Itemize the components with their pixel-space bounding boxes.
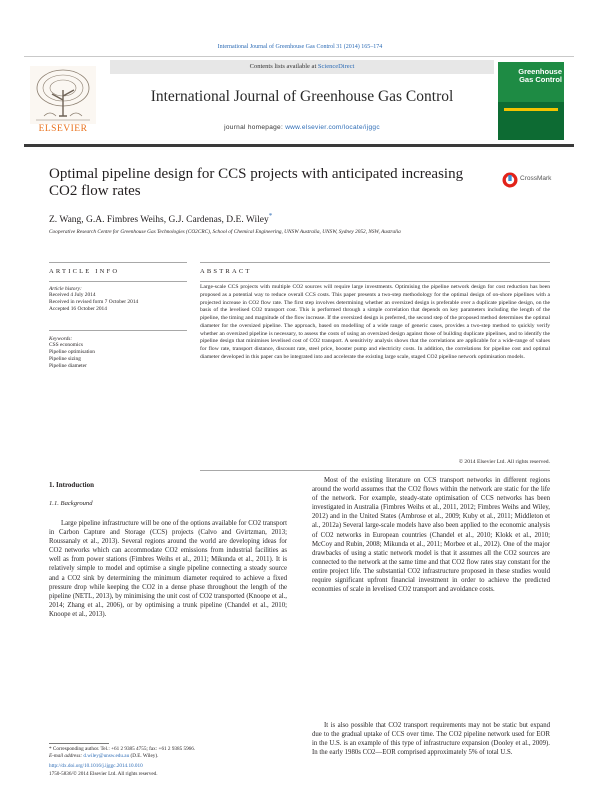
sciencedirect-link[interactable]: ScienceDirect	[317, 63, 355, 70]
abstract-heading-rule	[200, 281, 550, 282]
elsevier-tree-logo-icon	[30, 66, 96, 124]
keywords-list	[49, 336, 187, 370]
article-title: Optimal pipeline design for CCS projects with anticipated increasing CO2 flow rates	[49, 166, 464, 199]
contents-available-bar	[110, 60, 494, 74]
abstract-heading: ABSTRACT	[200, 268, 252, 275]
body-paragraph-right-2: It is also possible that CO2 transport requirements may not be static but expand due to the gradual uptake of CCS over time. The CO2 pipeline network used for EOR in the U.S. is an example of this type of infrastructure expansion (Dooley et al., 2009). In the early 1980s CO2—EOR comprised approximately 5% of total U.S.	[312, 722, 550, 757]
article-history-label: Article history:	[49, 286, 82, 292]
keyword-item: Pipeline diameter	[49, 363, 87, 369]
journal-homepage-line	[110, 124, 494, 131]
header-top-rule	[24, 56, 574, 57]
doi-link[interactable]: http://dx.doi.org/10.1016/j.ijggc.2014.10.010	[49, 763, 143, 769]
author-list	[49, 212, 549, 225]
body-paragraph-left: Large pipeline infrastructure will be one of the options available for CO2 transport in Carbon Capture and Storage (CCS) projects (Calvo and Gvirtzman, 2013; Roussanaly et al., 2013). Several regions around the world are developing ideas for CO2 networks which can accommodate CO2 emissions from industrial facilities as well as from power stations (Fimbres Weihs et al., 2011; Mikunda et al., 2011). It is relatively simple to model and optimise a single pipeline connecting a steady source and a CO2 sink by determining the minimum diameter required to achieve a fixed pressure drop while keeping the CO2 in a dense phase throughout the length of the pipeline (NETL, 2013), by minimising the unit cost of CO2 transported (Knoope et al., 2014; Zhang et al., 2006), or by optimising a trunk pipeline (Chandel et al., 2010; Knoope et al., 2013).	[49, 520, 287, 618]
crossmark-label: CrossMark	[520, 175, 552, 182]
article-info-top-rule	[49, 262, 187, 263]
author-affiliation: Cooperative Research Centre for Greenhouse Gas Technologies (CO2CRC), School of Chemical Engineering, UNSW Australia, UNSW, Sydney 2052, NSW, Australia	[49, 229, 401, 235]
footnote-email-line	[49, 753, 287, 760]
issn-copyright: 1750-5836/© 2014 Elsevier Ltd. All rights reserved.	[49, 771, 158, 777]
article-info-heading-rule	[49, 281, 187, 282]
keyword-item: CSS economics	[49, 342, 83, 348]
body-paragraph-right-1: Most of the existing literature on CCS transport networks in different regions around the world assumes that the CO2 flows within the network are static for the life of the network. For example, steady-state optimisation of CCS networks has been investigated in Australia (Fimbres Weihs et al., 2011, 2012; Fimbres Weihs and Wiley, 2012) and in the United States (Ambrose et al., 2009; Kuby et al., 2011; Middleton et al., 2012a) Several large-scale models have also been applied to the economic analysis of CO2 networks in European countries (Chandel et al., 2010; Klokk et al., 2010; McCoy and Rubin, 2008; Mikunda et al., 2011; Morbee et al., 2012). One of the major drawbacks of using a static network model is that it assumes all the CO2 sources are connected to the network at the same time and that CO2 flow rates stay constant for the entire project life. The substantial CO2 infrastructure proposed in these studies would require significant upfront financial investment in order to achieve the predicted economies of scale in levelised CO2 transport and avoidance costs.	[312, 477, 550, 594]
subsection-heading-background: 1.1. Background	[49, 500, 93, 507]
keyword-item: Pipeline optimisation	[49, 349, 95, 355]
abstract-top-rule	[200, 262, 550, 263]
cover-title: Greenhouse Gas Control	[518, 67, 562, 84]
section-heading-introduction: 1. Introduction	[49, 481, 94, 489]
keyword-item: Pipeline sizing	[49, 356, 81, 362]
author-email-link[interactable]: d.wiley@unsw.edu.au	[83, 753, 130, 759]
author-names: Z. Wang, G.A. Fimbres Weihs, G.J. Cardenas, D.E. Wiley	[49, 215, 269, 226]
homepage-label: journal homepage:	[224, 124, 286, 131]
footnote-rule	[49, 743, 109, 744]
crossmark-badge[interactable]	[502, 172, 556, 188]
email-label: E-mail address:	[49, 753, 84, 759]
cover-stripe	[504, 108, 558, 111]
crossmark-icon	[502, 172, 518, 188]
journal-citation-link[interactable]: International Journal of Greenhouse Gas Control 31 (2014) 165–174	[217, 44, 383, 50]
abstract-bottom-rule	[200, 470, 550, 471]
history-revised: Received in revised form 7 October 2014	[49, 299, 139, 305]
abstract-copyright: © 2014 Elsevier Ltd. All rights reserved.	[458, 459, 550, 465]
history-received: Received 4 July 2014	[49, 292, 96, 298]
article-history-rule	[49, 330, 187, 331]
keywords-label: Keywords:	[49, 336, 73, 342]
history-accepted: Accepted 16 October 2014	[49, 306, 107, 312]
footnote-contact: * Corresponding author. Tel.: +61 2 9385 4755; fax: +61 2 9385 5966.	[49, 746, 196, 752]
corresponding-author-mark[interactable]: *	[268, 212, 273, 220]
email-suffix: (D.E. Wiley).	[129, 753, 159, 759]
corresponding-author-footnote	[49, 746, 287, 760]
article-history	[49, 286, 187, 313]
homepage-url-link[interactable]: www.elsevier.com/locate/ijggc	[285, 124, 380, 131]
abstract-text: Large-scale CCS projects with multiple CO2 sources will require large investments. Optimising the pipeline network design for cost reduction has been proposed as a potential way to reduce overall CCS costs. This paper presents a two-step methodology for the optimal design of on-shore pipelines with a projected increase in CO2 flow rate. The first step involves determining whether an oversized design is preferable over a duplicate pipeline design, on the basis of the levelised CO2 transport cost. This is performed through a simple correlation that depends on key parameters including the length of the pipeline, the timing and magnitude of the flow increase. If the oversized design is preferred, the second step of the proposed method determines the optimal diameter for the oversized pipeline. The approach, based on modelling of a wide range of generic cases, provides a two-step method to quickly verify whether an oversized pipeline is necessary, to assess the costs of using an oversized design against those of building duplicate pipelines, and to identify the pipeline design that minimises levelised cost of CO2 transport. A sensitivity analysis shows that the correlations are applicable for a wide-range of values for flow rate, transport distance, discount rate, steel price, booster pump and electricity costs. In addition, the correlations for pipeline cost and optimal diameter developed in this paper can be integrated into and accelerate the existing large scale, staged CO2 pipeline network optimisation models.	[200, 284, 550, 360]
article-info-heading: ARTICLE INFO	[49, 268, 120, 275]
elsevier-logo-text: ELSEVIER	[38, 124, 88, 134]
journal-name: International Journal of Greenhouse Gas Control	[150, 88, 454, 105]
journal-cover-thumbnail	[498, 62, 564, 140]
header-bottom-rule	[24, 144, 574, 147]
contents-available-label: Contents lists available at	[249, 63, 318, 70]
